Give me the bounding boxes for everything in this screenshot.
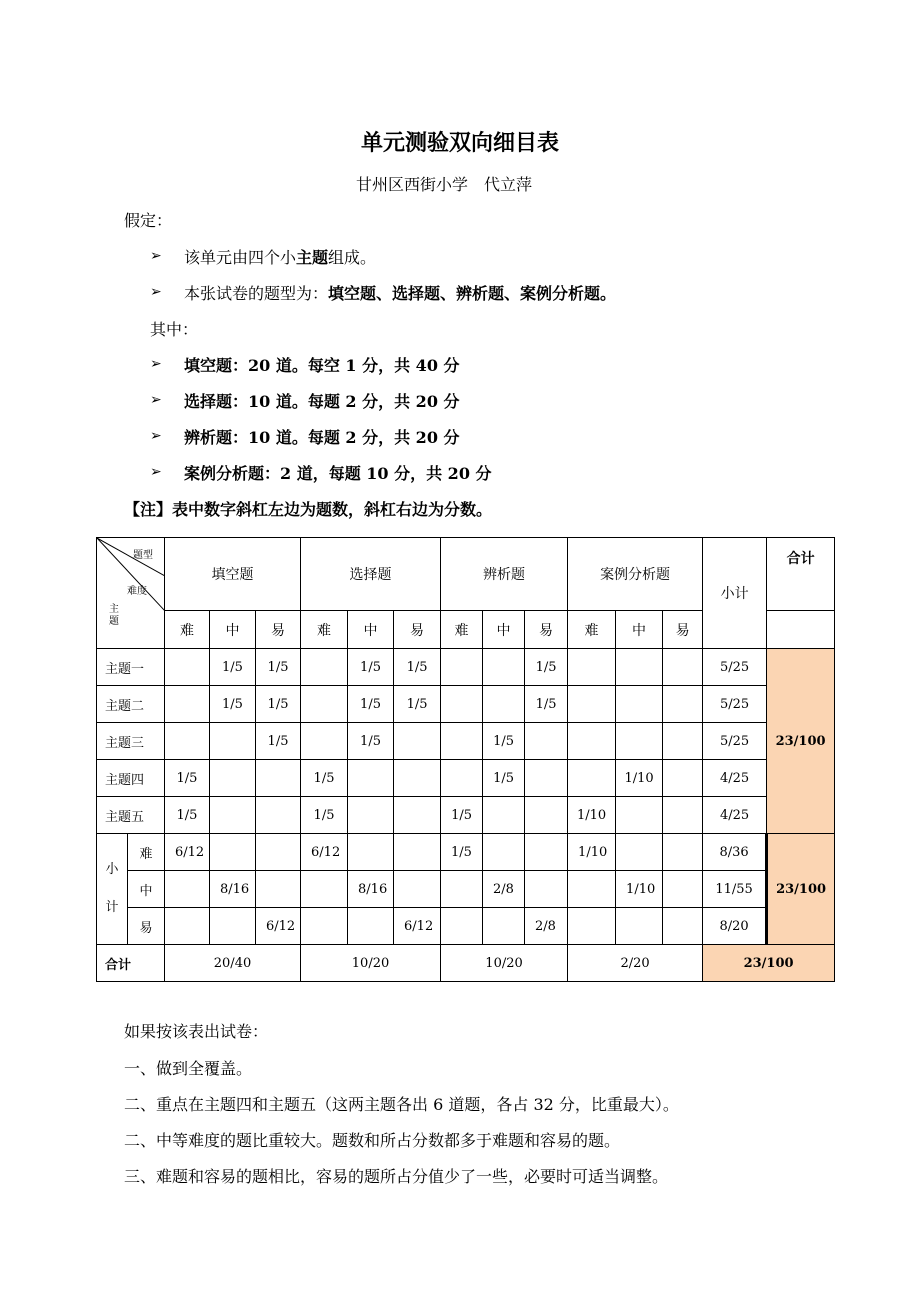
corner-topic-label: 主 题 <box>109 604 119 627</box>
cell-value: 1/5 <box>348 723 394 760</box>
cell-value <box>256 834 301 871</box>
row-subtotal: 5/25 <box>703 649 767 686</box>
cell-value: 1/5 <box>256 686 301 723</box>
table-note: 【注】表中数字斜杠左边为题数，斜杠右边为分数。 <box>124 500 493 519</box>
arrow-bullet-icon: ➢ <box>150 284 162 300</box>
cell-value: 1/5 <box>348 649 394 686</box>
table-row <box>97 871 835 908</box>
level-header: 中 <box>616 611 663 649</box>
assume-item: 本张试卷的题型为：填空题、选择题、辨析题、案例分析题。 <box>184 284 617 303</box>
cell-value <box>616 908 663 945</box>
cell-value: 1/5 <box>394 649 441 686</box>
level-header: 难 <box>441 611 483 649</box>
level-header: 中 <box>348 611 394 649</box>
cell-value <box>165 686 210 723</box>
cell-value: 1/10 <box>616 871 663 908</box>
cell-value <box>348 797 394 834</box>
cell-value <box>568 760 616 797</box>
level-header: 易 <box>525 611 568 649</box>
cell-value: 1/10 <box>568 834 616 871</box>
cell-value <box>483 686 525 723</box>
cell-value <box>348 908 394 945</box>
cell-value <box>663 834 703 871</box>
type-header: 辨析题 <box>441 538 568 611</box>
cell-value <box>301 871 348 908</box>
difficulty-name: 中 <box>128 871 165 908</box>
arrow-bullet-icon: ➢ <box>150 356 162 372</box>
cell-value: 1/5 <box>348 686 394 723</box>
cell-value <box>568 871 616 908</box>
cell-value <box>568 649 616 686</box>
type-total: 10/20 <box>441 945 568 982</box>
arrow-bullet-icon: ➢ <box>150 248 162 264</box>
subtotal-group-label: 小 计 <box>97 834 128 945</box>
score-item: 选择题：10 道。每题 2 分，共 20 分 <box>184 392 460 411</box>
cell-value <box>663 908 703 945</box>
level-header: 难 <box>568 611 616 649</box>
table-row <box>97 908 835 945</box>
cell-value: 2/8 <box>483 871 525 908</box>
cell-value <box>616 649 663 686</box>
cell-value <box>525 723 568 760</box>
cell-value: 1/5 <box>165 760 210 797</box>
total-header-blank <box>767 611 835 649</box>
cell-value <box>301 908 348 945</box>
cell-value: 1/5 <box>525 686 568 723</box>
cell-value <box>165 649 210 686</box>
cell-value <box>568 723 616 760</box>
cell-value <box>483 908 525 945</box>
type-total: 10/20 <box>301 945 441 982</box>
row-subtotal: 5/25 <box>703 723 767 760</box>
subtotal-rows <box>97 834 835 945</box>
cell-value <box>210 723 256 760</box>
page-title: 单元测验双向细目表 <box>360 131 559 156</box>
topic-name: 主题三 <box>97 723 165 760</box>
cell-value <box>441 760 483 797</box>
final-label: 合计 <box>97 945 165 982</box>
table-row <box>97 649 835 686</box>
type-header: 填空题 <box>165 538 301 611</box>
cell-value <box>525 871 568 908</box>
level-header: 难 <box>301 611 348 649</box>
cell-value: 1/5 <box>441 834 483 871</box>
cell-value: 6/12 <box>394 908 441 945</box>
cell-value: 1/10 <box>616 760 663 797</box>
cell-value <box>301 723 348 760</box>
cell-value: 6/12 <box>256 908 301 945</box>
cell-value: 1/5 <box>210 649 256 686</box>
cell-value <box>483 834 525 871</box>
topic-name: 主题一 <box>97 649 165 686</box>
level-header: 中 <box>483 611 525 649</box>
level-header: 易 <box>256 611 301 649</box>
level-header: 中 <box>210 611 256 649</box>
cell-value: 1/5 <box>525 649 568 686</box>
conclusion-item: 二、中等难度的题比重较大。题数和所占分数都多于难题和容易的题。 <box>124 1131 621 1150</box>
cell-value <box>441 649 483 686</box>
cell-value <box>210 908 256 945</box>
cell-value <box>616 834 663 871</box>
level-header: 易 <box>394 611 441 649</box>
topic-name: 主题二 <box>97 686 165 723</box>
cell-value: 1/5 <box>256 723 301 760</box>
cell-value <box>348 760 394 797</box>
assume-item: 该单元由四个小主题组成。 <box>184 248 377 267</box>
cell-value: 6/12 <box>165 834 210 871</box>
difficulty-name: 易 <box>128 908 165 945</box>
row-subtotal: 4/25 <box>703 797 767 834</box>
row-subtotal: 11/55 <box>703 871 767 908</box>
cell-value <box>616 723 663 760</box>
subtotal-header: 小计 <box>703 538 767 649</box>
cell-value <box>663 871 703 908</box>
final-row <box>97 945 835 982</box>
cell-value: 2/8 <box>525 908 568 945</box>
conclusion-item: 三、难题和容易的题相比，容易的题所占分值少了一些，必要时可适当调整。 <box>124 1167 669 1186</box>
cell-value: 1/5 <box>301 760 348 797</box>
cell-value: 1/5 <box>394 686 441 723</box>
cell-value: 8/16 <box>210 871 256 908</box>
cell-value <box>525 797 568 834</box>
diagonal-lines <box>97 538 165 611</box>
arrow-bullet-icon: ➢ <box>150 428 162 444</box>
cell-value: 8/16 <box>348 871 394 908</box>
cell-value: 1/5 <box>441 797 483 834</box>
score-item: 辨析题：10 道。每题 2 分，共 20 分 <box>184 428 460 447</box>
among-label: 其中： <box>150 320 199 339</box>
topics-total: 23/100 <box>767 649 835 834</box>
cell-value: 1/5 <box>483 723 525 760</box>
cell-value <box>441 723 483 760</box>
cell-value <box>394 760 441 797</box>
cell-value <box>663 723 703 760</box>
table-row <box>97 760 835 797</box>
cell-value <box>256 797 301 834</box>
cell-value <box>394 797 441 834</box>
row-subtotal: 5/25 <box>703 686 767 723</box>
cell-value <box>394 723 441 760</box>
conclusion-item: 二、重点在主题四和主题五（这两主题各出 6 道题，各占 32 分，比重最大）。 <box>124 1095 679 1114</box>
type-header: 案例分析题 <box>568 538 703 611</box>
assume-label: 假定： <box>124 211 173 230</box>
cell-value <box>394 871 441 908</box>
topic-name: 主题四 <box>97 760 165 797</box>
cell-value <box>441 871 483 908</box>
cell-value <box>165 871 210 908</box>
cell-value <box>301 649 348 686</box>
corner-header <box>97 538 165 649</box>
topic-rows <box>97 649 835 834</box>
table-row <box>97 686 835 723</box>
score-item: 填空题：20 道。每空 1 分，共 40 分 <box>184 356 460 375</box>
cell-value <box>256 871 301 908</box>
cell-value <box>210 797 256 834</box>
cell-value <box>663 797 703 834</box>
cell-value <box>525 760 568 797</box>
cell-value: 1/5 <box>256 649 301 686</box>
cell-value: 1/10 <box>568 797 616 834</box>
cell-value <box>441 686 483 723</box>
cell-value <box>663 686 703 723</box>
cell-value <box>348 834 394 871</box>
score-item: 案例分析题：2 道，每题 10 分，共 20 分 <box>184 464 492 483</box>
cell-value <box>301 686 348 723</box>
cell-value <box>568 686 616 723</box>
cell-value <box>210 834 256 871</box>
cell-value <box>256 760 301 797</box>
total-header: 合计 <box>767 538 835 611</box>
table-row <box>97 797 835 834</box>
topic-name: 主题五 <box>97 797 165 834</box>
cell-value <box>394 834 441 871</box>
grand-total: 23/100 <box>703 945 835 982</box>
cell-value <box>525 834 568 871</box>
cell-value <box>165 723 210 760</box>
conclusion-item: 一、做到全覆盖。 <box>124 1059 253 1078</box>
cell-value <box>616 686 663 723</box>
type-total: 2/20 <box>568 945 703 982</box>
cell-value <box>483 797 525 834</box>
cell-value <box>483 649 525 686</box>
cell-value: 1/5 <box>210 686 256 723</box>
level-header: 易 <box>663 611 703 649</box>
cell-value: 6/12 <box>301 834 348 871</box>
cell-value: 1/5 <box>483 760 525 797</box>
author-line: 甘州区西街小学 代立萍 <box>355 175 532 194</box>
table-row <box>97 834 835 871</box>
row-subtotal: 8/36 <box>703 834 767 871</box>
cell-value <box>165 908 210 945</box>
spec-table <box>96 537 835 982</box>
type-total: 20/40 <box>165 945 301 982</box>
table-row <box>97 945 835 982</box>
arrow-bullet-icon: ➢ <box>150 392 162 408</box>
row-subtotal: 8/20 <box>703 908 767 945</box>
cell-value <box>441 908 483 945</box>
level-header: 难 <box>165 611 210 649</box>
conclusion-label: 如果按该表出试卷： <box>124 1022 269 1041</box>
corner-type-label: 题型 <box>133 550 153 561</box>
cell-value <box>210 760 256 797</box>
difficulty-name: 难 <box>128 834 165 871</box>
cell-value: 1/5 <box>301 797 348 834</box>
type-header: 选择题 <box>301 538 441 611</box>
cell-value <box>616 797 663 834</box>
subtotal-total: 23/100 <box>767 834 835 945</box>
corner-difficulty-label: 难度 <box>127 586 147 597</box>
cell-value <box>663 760 703 797</box>
cell-value: 1/5 <box>165 797 210 834</box>
table-row <box>97 723 835 760</box>
cell-value <box>568 908 616 945</box>
arrow-bullet-icon: ➢ <box>150 464 162 480</box>
row-subtotal: 4/25 <box>703 760 767 797</box>
cell-value <box>663 649 703 686</box>
